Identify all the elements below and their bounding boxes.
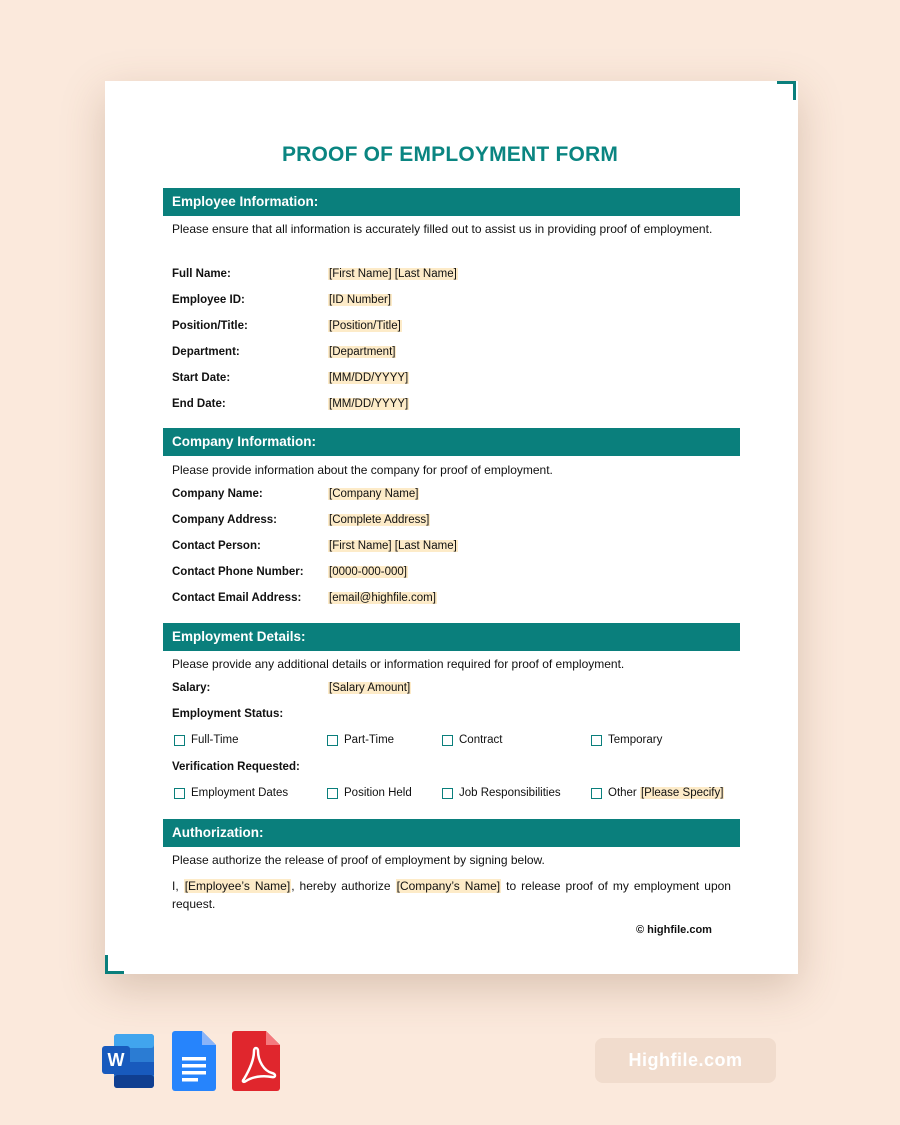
- employee-intro: Please ensure that all information is accurately filled out to assist us in providing proof of employment.: [172, 222, 713, 236]
- field-label-employee-id: Employee ID:: [172, 294, 245, 306]
- other-specify-field[interactable]: [Please Specify]: [640, 787, 724, 799]
- checkbox-icon: [174, 735, 185, 746]
- verification-requested-label: Verification Requested:: [172, 761, 300, 773]
- field-label-salary: Salary:: [172, 682, 211, 694]
- checkbox-icon: [442, 735, 453, 746]
- checkbox-icon: [327, 788, 338, 799]
- field-value-end-date[interactable]: [MM/DD/YYYY]: [329, 398, 409, 410]
- google-docs-icon[interactable]: [172, 1031, 216, 1091]
- field-value-contact-phone[interactable]: [0000-000-000]: [329, 566, 408, 578]
- checkbox-label: Other: [608, 787, 637, 799]
- field-value-department[interactable]: [Department]: [329, 346, 396, 358]
- authorization-intro: Please authorize the release of proof of employment by signing below.: [172, 853, 545, 867]
- checkbox-label: Temporary: [608, 734, 663, 746]
- employment-intro: Please provide any additional details or information required for proof of employment.: [172, 657, 625, 671]
- checkbox-icon: [174, 788, 185, 799]
- field-value-start-date[interactable]: [MM/DD/YYYY]: [329, 372, 409, 384]
- checkbox-position-held[interactable]: [327, 787, 412, 799]
- field-label-position: Position/Title:: [172, 320, 248, 332]
- checkbox-label: Contract: [459, 734, 503, 746]
- checkbox-label: Employment Dates: [191, 787, 289, 799]
- field-value-company-name[interactable]: [Company Name]: [329, 488, 419, 500]
- svg-text:W: W: [107, 1050, 125, 1070]
- form-title: PROOF OF EMPLOYMENT FORM: [281, 143, 619, 166]
- checkbox-icon: [442, 788, 453, 799]
- employee-name-field[interactable]: [Employee’s Name]: [184, 879, 291, 893]
- checkbox-part-time[interactable]: [327, 734, 394, 746]
- corner-mark-bottom-left: [105, 955, 124, 974]
- checkbox-other[interactable]: [591, 787, 724, 799]
- field-value-salary[interactable]: [Salary Amount]: [329, 682, 411, 694]
- authorization-text: , hereby authorize: [291, 879, 396, 893]
- checkbox-temporary[interactable]: [591, 734, 662, 746]
- copyright-text: © highfile.com: [636, 924, 712, 936]
- checkbox-icon: [591, 788, 602, 799]
- authorization-statement: [172, 877, 731, 913]
- section-header-employee: Employee Information:: [163, 188, 740, 216]
- section-header-employment: Employment Details:: [163, 623, 740, 651]
- field-label-contact-email: Contact Email Address:: [172, 592, 302, 604]
- checkbox-contract[interactable]: [442, 734, 502, 746]
- field-value-company-address[interactable]: [Complete Address]: [329, 514, 430, 526]
- checkbox-label: Part-Time: [344, 734, 395, 746]
- checkbox-job-responsibilities[interactable]: [442, 787, 561, 799]
- field-label-contact-phone: Contact Phone Number:: [172, 566, 304, 578]
- word-icon[interactable]: [100, 1032, 156, 1090]
- checkbox-label: Full-Time: [191, 734, 239, 746]
- section-header-authorization: Authorization:: [163, 819, 740, 847]
- field-value-contact-email[interactable]: [email@highfile.com]: [329, 592, 436, 604]
- checkbox-employment-dates[interactable]: [174, 787, 288, 799]
- field-label-end-date: End Date:: [172, 398, 226, 410]
- corner-mark-top-right: [777, 81, 796, 100]
- authorization-text: to release proof of my employment upon request.: [172, 879, 731, 911]
- field-value-contact-person[interactable]: [First Name] [Last Name]: [329, 540, 457, 552]
- field-label-department: Department:: [172, 346, 240, 358]
- brand-badge[interactable]: Highfile.com: [595, 1038, 776, 1083]
- field-value-position[interactable]: [Position/Title]: [329, 320, 401, 332]
- company-intro: Please provide information about the company for proof of employment.: [172, 463, 553, 477]
- field-value-full-name[interactable]: [First Name] [Last Name]: [329, 268, 457, 280]
- company-name-field[interactable]: [Company’s Name]: [396, 879, 501, 893]
- checkbox-label: Job Responsibilities: [459, 787, 561, 799]
- field-label-company-name: Company Name:: [172, 488, 263, 500]
- field-label-contact-person: Contact Person:: [172, 540, 261, 552]
- section-header-company: Company Information:: [163, 428, 740, 456]
- checkbox-icon: [327, 735, 338, 746]
- pdf-icon[interactable]: [232, 1031, 280, 1091]
- checkbox-label: Position Held: [344, 787, 412, 799]
- authorization-text: I,: [172, 879, 184, 893]
- checkbox-full-time[interactable]: [174, 734, 239, 746]
- field-label-company-address: Company Address:: [172, 514, 278, 526]
- field-label-start-date: Start Date:: [172, 372, 231, 384]
- employment-status-label: Employment Status:: [172, 708, 284, 720]
- field-label-full-name: Full Name:: [172, 268, 231, 280]
- field-value-employee-id[interactable]: [ID Number]: [329, 294, 391, 306]
- checkbox-icon: [591, 735, 602, 746]
